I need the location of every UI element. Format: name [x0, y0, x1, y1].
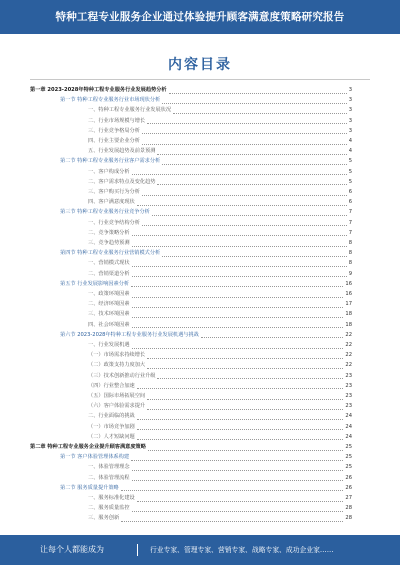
toc-entry-label: 一、特种工程专业服务行业发展状况 [88, 107, 172, 114]
toc-entry[interactable] [88, 147, 352, 156]
toc-entry-page: 16 [345, 291, 352, 297]
toc-entry-label: 二、体验管理流程 [88, 474, 130, 481]
toc-leader-dots [148, 445, 343, 451]
toc-entry-page: 25 [345, 444, 352, 450]
toc-entry-page: 23 [345, 372, 352, 379]
toc-entry[interactable] [88, 321, 352, 330]
toc-leader-dots [132, 312, 344, 318]
toc-entry-label: 四、客户满意度现状 [88, 199, 135, 206]
toc-entry-label: （二）政策支持力度加大 [88, 362, 146, 369]
toc-entry-label: 第三节 特种工程专业服务行业竞争分析 [60, 209, 150, 216]
toc-entry-page: 8 [348, 240, 352, 246]
toc-heading: 内容目录 [168, 57, 232, 73]
toc-entry-page: 7 [348, 219, 352, 226]
toc-leader-dots [147, 353, 343, 359]
toc-entry-page: 25 [345, 464, 352, 471]
toc-entry[interactable] [88, 106, 352, 115]
toc-leader-dots [162, 159, 346, 165]
toc-leader-dots [132, 261, 347, 267]
toc-entry-page: 7 [348, 229, 352, 236]
toc-leader-dots [142, 139, 347, 145]
toc-entry-label: 三、竞争趋势预测 [88, 240, 130, 246]
toc-entry-label: 二、客户需求特点及变化趋势 [88, 178, 156, 185]
toc-leader-dots [157, 373, 343, 379]
toc-entry[interactable] [88, 412, 352, 421]
footer-separator [137, 544, 138, 556]
toc-entry[interactable] [88, 402, 352, 411]
toc-leader-dots [132, 169, 347, 175]
toc-entry-page: 8 [348, 260, 352, 267]
toc-entry[interactable] [60, 96, 352, 105]
toc-leader-dots [121, 485, 344, 491]
toc-divider [30, 79, 370, 80]
toc-entry-label: 五、行业发展趋势及前景预测 [88, 148, 156, 155]
toc-leader-dots [147, 118, 347, 124]
toc-entry-label: 一、政策环境因素 [88, 291, 130, 297]
toc-entry-page: 8 [348, 250, 352, 257]
toc-entry[interactable] [88, 423, 352, 432]
toc-entry-page: 5 [348, 168, 352, 175]
toc-entry-page: 22 [345, 362, 352, 369]
toc-leader-dots [137, 496, 344, 502]
toc-entry-page: 27 [345, 495, 352, 501]
toc-entry[interactable] [88, 188, 352, 197]
toc-leader-dots [137, 414, 344, 420]
toc-entry[interactable] [88, 127, 352, 136]
toc-entry-label: （四）行业整合加速 [88, 382, 135, 389]
toc-entry-label: 第五节 行业发展影响因素分析 [60, 280, 130, 287]
toc-entry-page: 24 [345, 423, 352, 430]
toc-leader-dots [142, 190, 347, 196]
toc-entry-page: 9 [348, 270, 352, 277]
toc-leader-dots [132, 241, 347, 247]
toc-entry[interactable] [88, 361, 352, 370]
toc-entry-page: 25 [345, 454, 352, 461]
toc-leader-dots [132, 230, 347, 236]
toc-entry-page: 3 [348, 107, 352, 114]
toc-entry-page: 6 [348, 199, 352, 206]
toc-entry[interactable] [88, 514, 352, 523]
toc-entry-label: （三）技术创新推动行业升级 [88, 372, 156, 379]
toc-leader-dots [173, 108, 347, 114]
footer-slogan: 让每个人都能成为 [40, 545, 104, 554]
toc-entry[interactable] [88, 433, 352, 442]
toc-entry-page: 23 [345, 403, 352, 410]
toc-entry-page: 7 [348, 209, 352, 216]
page-footer [0, 535, 400, 565]
toc-entry[interactable] [88, 137, 352, 146]
toc-entry[interactable] [88, 463, 352, 472]
toc-entry[interactable] [88, 310, 352, 319]
toc-entry-page: 18 [345, 311, 352, 318]
toc-leader-dots [152, 210, 347, 216]
toc-entry[interactable] [60, 280, 352, 289]
toc-entry[interactable] [60, 249, 352, 258]
toc-entry-page: 16 [345, 280, 352, 287]
toc-leader-dots [132, 343, 344, 349]
toc-entry-label: 三、行业竞争格局分析 [88, 127, 140, 134]
toc-entry[interactable] [30, 86, 352, 95]
toc-entry[interactable] [88, 392, 352, 401]
toc-entry[interactable] [88, 239, 352, 248]
toc-entry-page: 3 [348, 87, 352, 93]
toc-leader-dots [157, 149, 346, 155]
toc-entry[interactable] [88, 474, 352, 483]
toc-entry-page: 22 [345, 352, 352, 359]
toc-leader-dots [137, 434, 344, 440]
toc-leader-dots [147, 363, 343, 369]
report-title: 特种工程专业服务企业通过体验提升顾客满意度策略研究报告 [55, 11, 345, 23]
toc-entry[interactable] [60, 157, 352, 166]
toc-entry-page: 17 [345, 301, 352, 308]
toc-entry-label: 二、经济环境因素 [88, 301, 130, 308]
toc-entry[interactable] [88, 494, 352, 503]
toc-leader-dots [132, 322, 344, 328]
toc-leader-dots [132, 506, 344, 512]
toc-leader-dots [132, 475, 344, 481]
toc-entry-label: 一、行业发展机遇 [88, 342, 130, 348]
toc-leader-dots [137, 200, 347, 206]
toc-entry-label: 一、行业竞争结构分析 [88, 219, 140, 226]
toc-entry[interactable] [88, 198, 352, 207]
toc-entry-label: 第二章 特种工程专业服务企业提升顾客满意度策略 [30, 444, 146, 450]
toc-entry-page: 4 [348, 138, 352, 144]
toc-entry-label: 一、体验管理理念 [88, 464, 130, 471]
toc-entry[interactable] [88, 219, 352, 228]
toc-entry-page: 5 [348, 178, 352, 185]
toc-entry-label: （一）市场需求持续增长 [88, 352, 146, 359]
toc-entry-page: 22 [345, 342, 352, 348]
toc-entry[interactable] [88, 178, 352, 187]
toc-entry[interactable] [60, 453, 352, 462]
toc-entry-page: 4 [348, 148, 352, 155]
toc-entry-page: 6 [348, 189, 352, 195]
toc-entry-label: 第二节 特种工程专业服务行业客户需求分析 [60, 158, 161, 165]
toc-entry-page: 3 [348, 127, 352, 134]
toc-entry[interactable] [88, 270, 352, 279]
toc-entry[interactable] [60, 331, 352, 340]
toc-entry[interactable] [88, 117, 352, 126]
toc-leader-dots [157, 179, 346, 185]
toc-entry[interactable] [88, 382, 352, 391]
toc-entry-label: （一）市场竞争加剧 [88, 423, 135, 430]
toc-entry-label: 四、社会环境因素 [88, 321, 130, 328]
toc-entry-label: 第一节 特种工程专业服务行业市场现状分析 [60, 97, 161, 104]
toc-entry[interactable] [60, 208, 352, 217]
toc-entry[interactable] [88, 504, 352, 513]
toc-entry[interactable] [60, 484, 352, 493]
toc-leader-dots [169, 88, 347, 94]
toc-leader-dots [121, 516, 343, 522]
footer-tagline: 行业专家、管理专家、营销专家、战略专家、成功企业家…… [150, 546, 334, 554]
toc-entry-label: 第六节 2023-2028年特种工程专业服务行业发展机遇与挑战 [60, 331, 199, 338]
toc-leader-dots [201, 332, 344, 338]
toc-leader-dots [132, 292, 344, 298]
toc-entry-label: 第二节 服务质量提升策略 [60, 484, 119, 491]
toc-entry[interactable] [88, 341, 352, 350]
toc-entry-label: 第一章 2023-2028年特种工程专业服务行业发展趋势分析 [30, 87, 167, 93]
toc-entry-label: 三、技术环境因素 [88, 311, 130, 318]
toc-entry-label: 一、营销模式现状 [88, 260, 130, 267]
toc-leader-dots [142, 220, 347, 226]
toc-leader-dots [147, 394, 343, 400]
toc-entry[interactable] [88, 229, 352, 238]
toc-entry-page: 3 [348, 117, 352, 124]
toc-entry-label: 二、服务质量监控 [88, 505, 130, 512]
toc-entry-label: （六）客户体验需求提升 [88, 403, 146, 410]
toc-leader-dots [131, 281, 343, 287]
toc-leader-dots [137, 424, 344, 430]
toc-leader-dots [131, 455, 343, 461]
toc-leader-dots [132, 302, 344, 308]
toc-leader-dots [162, 98, 346, 104]
toc-entry[interactable] [88, 300, 352, 309]
toc-entry[interactable] [88, 290, 352, 299]
toc-entry-label: 三、服务创新 [88, 515, 120, 522]
toc-entry-label: （二）人才短缺问题 [88, 433, 135, 440]
toc-entry-page: 18 [345, 321, 352, 328]
toc-entry-label: 第一节 客户体验管理体系构建 [60, 454, 130, 461]
page-header [0, 0, 400, 34]
toc-entry-page: 26 [345, 484, 352, 491]
toc-entry[interactable] [88, 372, 352, 381]
toc-entry[interactable] [30, 443, 352, 452]
toc-entry-label: （五）国际市场拓展空间 [88, 393, 146, 399]
toc-leader-dots [132, 271, 347, 277]
toc-entry-page: 3 [348, 97, 352, 104]
toc-entry-page: 24 [345, 413, 352, 420]
toc-leader-dots [142, 128, 347, 134]
toc-entry-page: 23 [345, 382, 352, 389]
toc-entry-label: 第四节 特种工程专业服务行业营销模式分析 [60, 250, 161, 257]
toc-entry-page: 28 [345, 515, 352, 522]
toc-entry-label: 一、服务标准化建设 [88, 495, 135, 501]
toc-entry-label: 二、竞争策略分析 [88, 229, 130, 236]
toc-entry-page: 23 [345, 393, 352, 399]
toc-entry-label: 三、客户购买行为分析 [88, 189, 140, 195]
toc-leader-dots [132, 465, 344, 471]
toc-entry-label: 二、行业面临的挑战 [88, 413, 135, 420]
toc-entry-label: 二、行业市场规模与增长 [88, 117, 146, 124]
toc-entry-label: 四、行业主要企业分析 [88, 138, 140, 144]
toc-entry[interactable] [88, 168, 352, 177]
toc-entry-page: 5 [348, 158, 352, 165]
toc-leader-dots [137, 383, 344, 389]
toc-entry-page: 22 [345, 331, 352, 338]
toc-entry[interactable] [88, 259, 352, 268]
toc-leader-dots [162, 251, 346, 257]
toc-entry-page: 24 [345, 433, 352, 440]
toc-entry-label: 二、营销渠道分析 [88, 270, 130, 277]
toc-entry-page: 26 [345, 474, 352, 481]
toc-leader-dots [147, 404, 343, 410]
toc-entry-page: 28 [345, 505, 352, 512]
toc-entry-label: 一、客户构成分析 [88, 168, 130, 175]
toc-entry[interactable] [88, 351, 352, 360]
